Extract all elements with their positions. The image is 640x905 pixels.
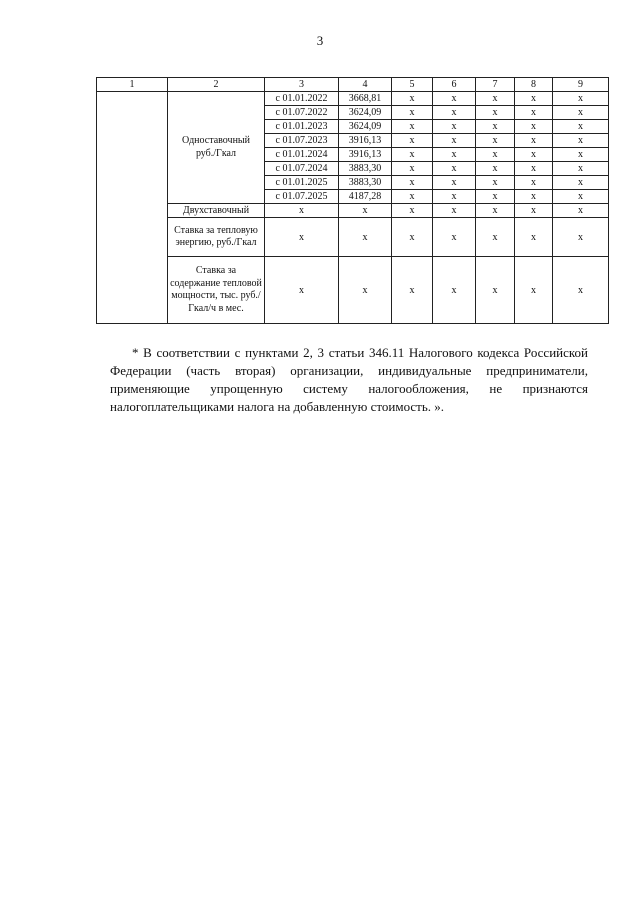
mark-cell: х (392, 257, 433, 324)
mark-cell: х (515, 257, 553, 324)
mark-cell: x (476, 134, 515, 148)
value-cell: 3883,30 (339, 176, 392, 190)
tariff-table (96, 77, 609, 324)
mark-cell: x (515, 148, 553, 162)
header-cell: 5 (392, 78, 433, 92)
mark-cell: х (553, 218, 609, 257)
footnote-text: * В соответствии с пунктами 2, 3 статьи 346.11 Налогового кодекса Российской Федерации (часть вторая) организации, индивидуальные предприниматели, применяющие упрощенную систему налогообложения, не признаются налогоплательщиками налога на добавленную стоимость. ». (110, 345, 588, 414)
date-cell: с 01.01.2025 (265, 176, 339, 190)
mark-cell: х (265, 204, 339, 218)
mark-cell: x (476, 148, 515, 162)
mark-cell: x (433, 148, 476, 162)
mark-cell: x (553, 120, 609, 134)
mark-cell: x (433, 134, 476, 148)
mark-cell: x (553, 162, 609, 176)
mark-cell: x (392, 120, 433, 134)
table-row (97, 218, 609, 257)
header-cell: 9 (553, 78, 609, 92)
two-rate-label: Двухставочный (168, 204, 265, 218)
header-cell: 8 (515, 78, 553, 92)
date-cell: с 01.01.2024 (265, 148, 339, 162)
mark-cell: х (476, 257, 515, 324)
date-cell: с 01.07.2025 (265, 190, 339, 204)
mark-cell: х (553, 257, 609, 324)
value-cell: 3624,09 (339, 106, 392, 120)
mark-cell: x (515, 120, 553, 134)
mark-cell: х (392, 218, 433, 257)
single-rate-label-line1: Одноставочный (182, 135, 250, 146)
header-cell: 1 (97, 78, 168, 92)
mark-cell: х (433, 204, 476, 218)
header-cell: 7 (476, 78, 515, 92)
mark-cell: x (476, 176, 515, 190)
mark-cell: x (515, 92, 553, 106)
mark-cell: х (515, 218, 553, 257)
page-number: 3 (316, 33, 324, 48)
date-cell: с 01.07.2022 (265, 106, 339, 120)
date-cell: с 01.07.2024 (265, 162, 339, 176)
mark-cell: х (265, 257, 339, 324)
mark-cell: x (392, 176, 433, 190)
mark-cell: x (433, 106, 476, 120)
mark-cell: х (553, 204, 609, 218)
header-cell: 4 (339, 78, 392, 92)
mark-cell: х (433, 218, 476, 257)
mark-cell: х (392, 204, 433, 218)
mark-cell: x (433, 120, 476, 134)
mark-cell: х (265, 218, 339, 257)
mark-cell: x (553, 134, 609, 148)
mark-cell: x (392, 106, 433, 120)
table-row (97, 204, 609, 218)
mark-cell: x (476, 162, 515, 176)
value-cell: 3916,13 (339, 148, 392, 162)
mark-cell: х (476, 204, 515, 218)
value-cell: 3668,81 (339, 92, 392, 106)
header-cell: 2 (168, 78, 265, 92)
mark-cell: x (553, 92, 609, 106)
mark-cell: x (476, 92, 515, 106)
mark-cell: x (553, 190, 609, 204)
value-cell: 3916,13 (339, 134, 392, 148)
mark-cell: x (476, 106, 515, 120)
empty-cell (97, 92, 168, 324)
single-rate-label-line2: руб./Гкал (195, 147, 237, 159)
mark-cell: x (515, 162, 553, 176)
date-cell: с 01.07.2023 (265, 134, 339, 148)
mark-cell: x (515, 190, 553, 204)
mark-cell: x (392, 190, 433, 204)
mark-cell: x (392, 162, 433, 176)
single-rate-label (168, 92, 265, 204)
table-row (97, 92, 609, 106)
mark-cell: х (515, 204, 553, 218)
table-row (97, 257, 609, 324)
mark-cell: х (433, 257, 476, 324)
mark-cell: x (515, 106, 553, 120)
capacity-rate-label: Ставка за содержание тепловой мощности, тыс. руб./Гкал/ч в мес. (168, 257, 265, 324)
mark-cell: х (339, 218, 392, 257)
mark-cell: x (392, 92, 433, 106)
mark-cell: х (339, 204, 392, 218)
mark-cell: x (553, 176, 609, 190)
mark-cell: x (553, 148, 609, 162)
footnote (110, 344, 588, 416)
mark-cell: x (392, 134, 433, 148)
date-cell: с 01.01.2023 (265, 120, 339, 134)
mark-cell: x (433, 92, 476, 106)
heat-rate-label: Ставка за тепловую энергию, руб./Гкал (168, 218, 265, 257)
date-cell: с 01.01.2022 (265, 92, 339, 106)
header-cell: 6 (433, 78, 476, 92)
header-cell: 3 (265, 78, 339, 92)
mark-cell: x (515, 134, 553, 148)
mark-cell: х (339, 257, 392, 324)
mark-cell: x (515, 176, 553, 190)
mark-cell: х (476, 218, 515, 257)
mark-cell: x (433, 190, 476, 204)
mark-cell: x (433, 176, 476, 190)
value-cell: 3624,09 (339, 120, 392, 134)
value-cell: 3883,30 (339, 162, 392, 176)
mark-cell: x (476, 190, 515, 204)
mark-cell: x (476, 120, 515, 134)
mark-cell: x (392, 148, 433, 162)
value-cell: 4187,28 (339, 190, 392, 204)
mark-cell: x (553, 106, 609, 120)
mark-cell: x (433, 162, 476, 176)
header-row (97, 78, 609, 92)
